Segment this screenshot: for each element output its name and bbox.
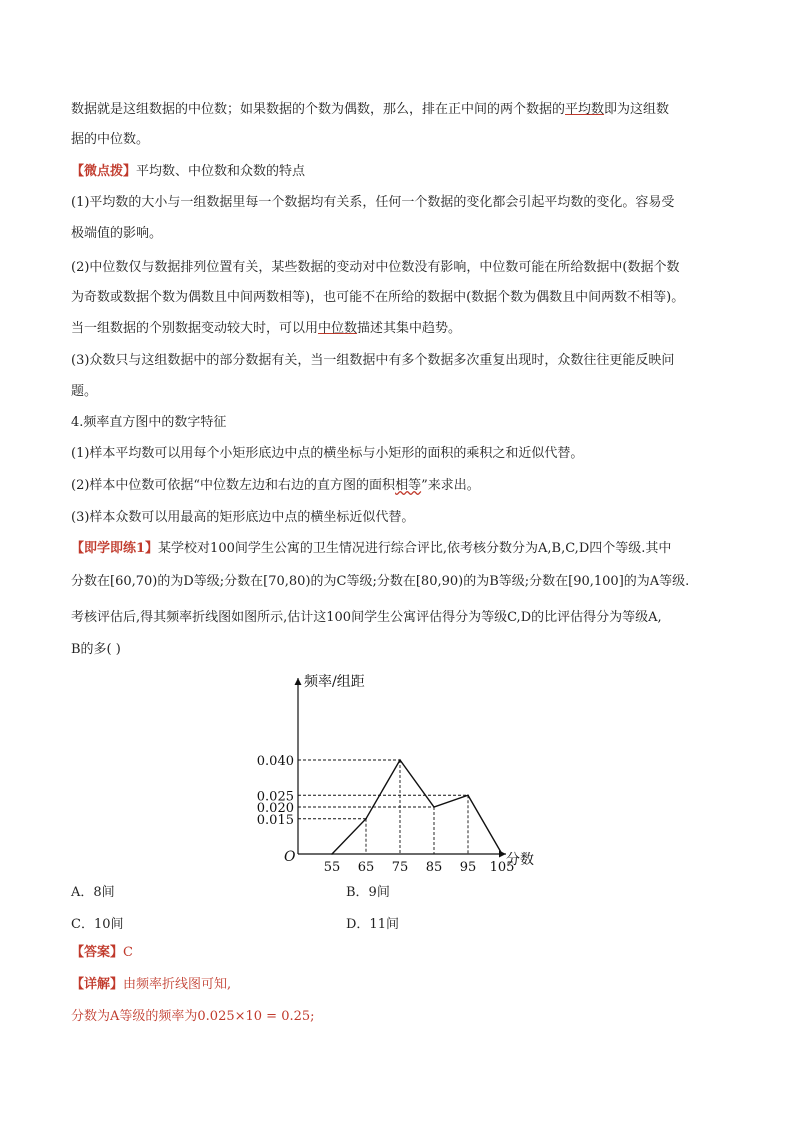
data-point [331, 853, 333, 855]
paragraph-line: 据的中位数。 [71, 132, 150, 147]
section-heading: 4.频率直方图中的数字特征 [71, 415, 227, 430]
detail-calc: 分数为A等级的频率为0.025×10 = 0.25; [71, 1009, 315, 1024]
tip-tag: 【微点拨】 [71, 164, 137, 179]
x-tick-label: 85 [425, 860, 443, 875]
option-c[interactable]: C．10间 [71, 917, 124, 932]
answer-tag: 【答案】 [71, 945, 124, 960]
tip-item-3: (3)众数只与这组数据中的部分数据有关，当一组数据中有多个数据多次重复出现时，众数往往更能反映问 [71, 353, 675, 368]
tip-item-2-cont: 为奇数或数据个数为偶数且中间两数相等)，也可能不在所给的数据中(数据个数为偶数且中间两数不相等)。 [71, 290, 685, 305]
option-b[interactable]: B．9间 [346, 885, 390, 900]
data-point [467, 794, 469, 796]
x-tick-label: 95 [459, 860, 477, 875]
section-item-2: (2)样本中位数可依据“中位数左边和右边的直方图的面积相等”来求出。 [71, 478, 480, 493]
answer-line [71, 944, 133, 962]
tip-heading: 【微点拨】平均数、中位数和众数的特点 [71, 164, 306, 179]
data-point [365, 818, 367, 820]
y-tick-label: 0.040 [256, 754, 294, 769]
question-line: 分数在[60,70)的为D等级;分数在[70,80)的为C等级;分数在[80,90)的为B等级;分数在[90,100]的为A等级. [71, 574, 690, 589]
y-tick-label: 0.025 [256, 789, 294, 805]
y-axis-label: 频率/组距 [304, 674, 365, 690]
x-axis-label: 分数 [506, 852, 534, 868]
question-line: 【即学即练1】某学校对100间学生公寓的卫生情况进行综合评比,依考核分数分为A,B,C,D四个等级.其中 [71, 541, 672, 556]
tip-item-1-cont: 极端值的影响。 [71, 226, 163, 241]
x-tick-label: 55 [323, 860, 341, 875]
data-point [399, 759, 401, 761]
paragraph-line: 数据就是这组数据的中位数；如果数据的个数为偶数，那么，排在正中间的两个数据的平均数即为这组数 [71, 102, 670, 117]
option-a[interactable]: A．8间 [71, 885, 115, 900]
question-line: B的多( ) [71, 642, 121, 657]
y-tick-label: 0.020 [256, 801, 294, 816]
frequency-polygon-chart [250, 668, 550, 878]
tip-item-3-cont: 题。 [71, 384, 98, 399]
question-line: 考核评估后,得其频率折线图如图所示,估计这100间学生公寓评估得分为等级C,D的比评估得分为等级A, [71, 610, 662, 625]
section-item-1: (1)样本平均数可以用每个小矩形底边中点的横坐标与小矩形的面积的乘积之和近似代替。 [71, 446, 584, 461]
option-d[interactable]: D．11间 [346, 917, 399, 932]
x-tick-label: 75 [391, 860, 409, 875]
marked-term: 中位数 [318, 321, 358, 336]
section-item-3: (3)样本众数可以用最高的矩形底边中点的横坐标近似代替。 [71, 510, 415, 525]
tip-item-2: (2)中位数仅与数据排列位置有关，某些数据的变动对中位数没有影响，中位数可能在所给数据中(数据个数 [71, 260, 680, 275]
y-tick-label: 0.015 [256, 812, 294, 828]
data-point [501, 853, 503, 855]
x-tick-label: 65 [357, 860, 375, 875]
answer-value: C [123, 945, 133, 960]
tip-item-2-cont: 当一组数据的个别数据变动较大时，可以用中位数描述其集中趋势。 [71, 321, 462, 336]
x-tick-label: 105 [489, 860, 515, 875]
detail-tag: 【详解】 [71, 977, 124, 992]
marked-term: 平均数 [565, 102, 605, 117]
tip-item-1: (1)平均数的大小与一组数据里每一个数据均有关系，任何一个数据的变化都会引起平均数的变化。容易受 [71, 195, 675, 210]
frequency-line [332, 760, 502, 854]
marked-term: 相等 [395, 478, 422, 493]
data-point [433, 806, 435, 808]
question-tag: 【即学即练1】 [71, 541, 159, 556]
detail-line: 【详解】由频率折线图可知, [71, 977, 232, 992]
origin-label: O [284, 849, 296, 865]
